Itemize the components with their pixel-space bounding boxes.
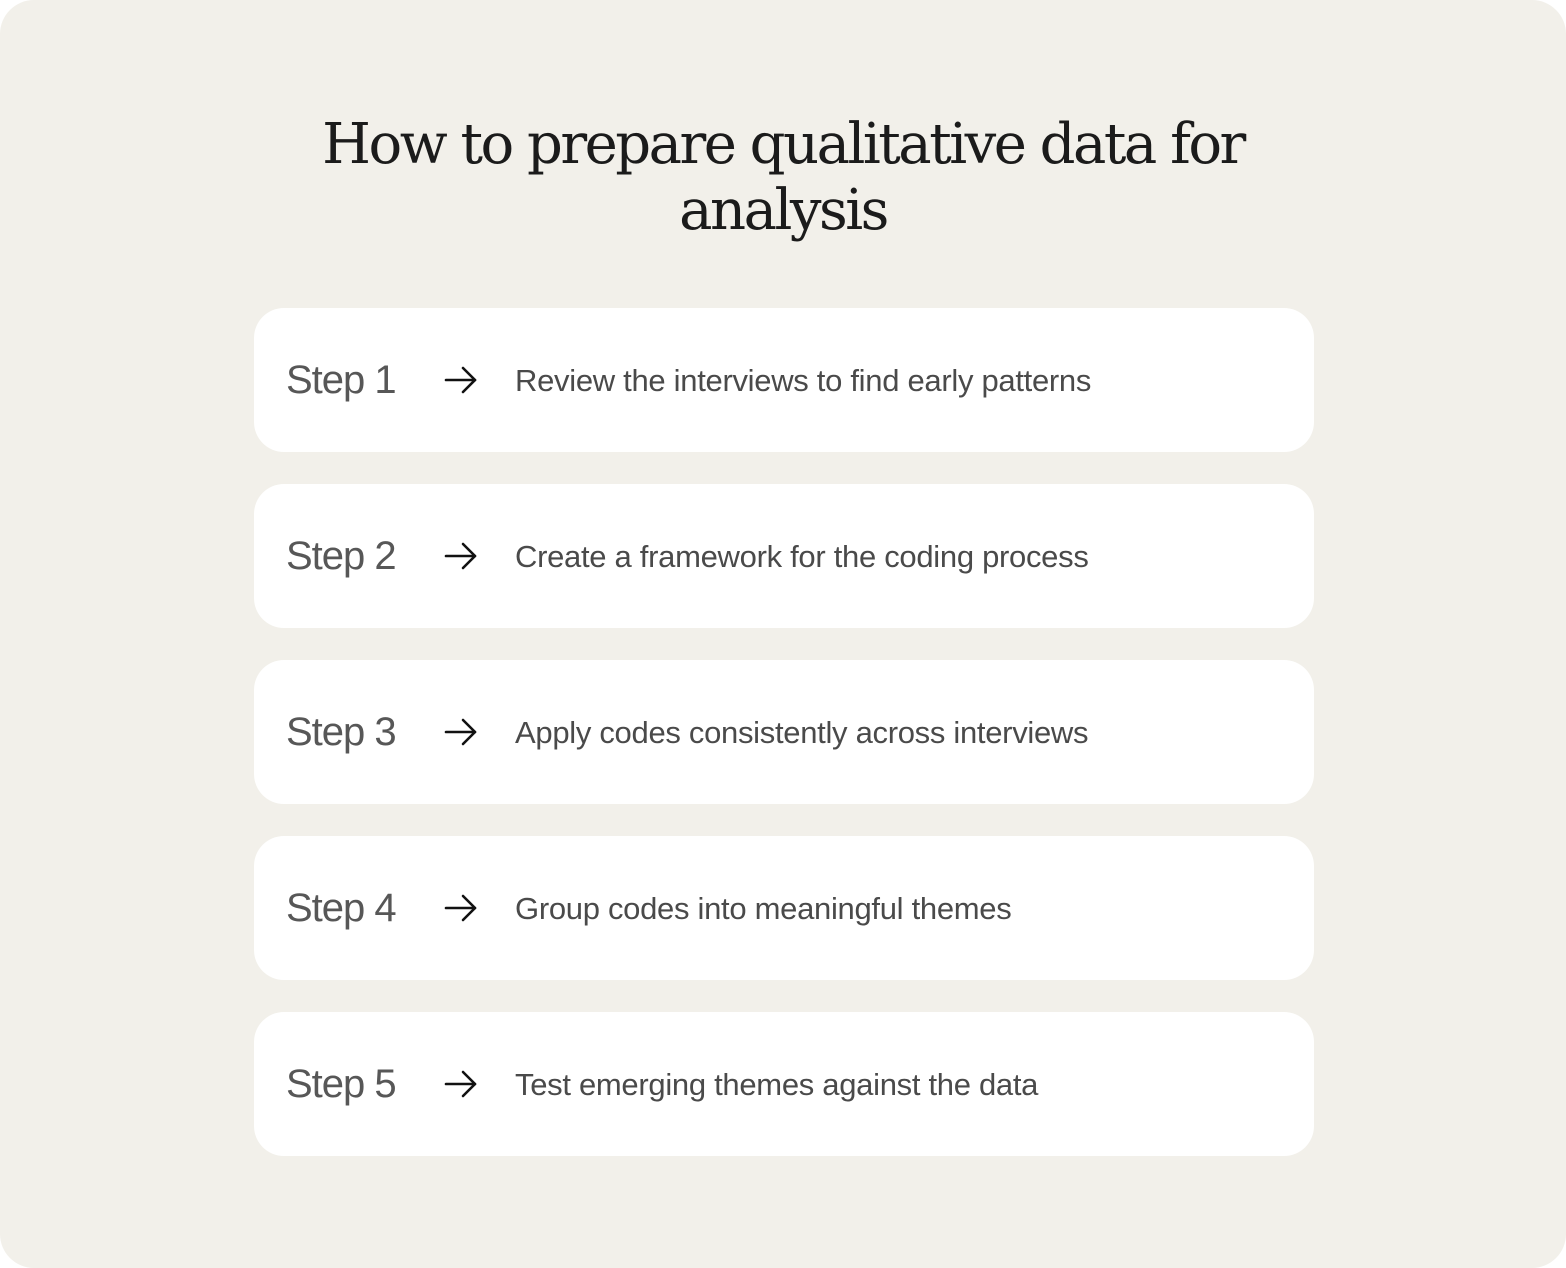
step-label: Step 4 [286, 886, 396, 930]
step-row-1 [254, 308, 1314, 452]
step-description: Group codes into meaningful themes [515, 891, 1012, 926]
arrow-right-icon [444, 716, 478, 748]
arrow-right-icon [444, 892, 478, 924]
step-label: Step 1 [286, 358, 396, 402]
step-description: Review the interviews to find early patterns [515, 363, 1092, 398]
step-label: Step 5 [286, 1062, 396, 1106]
arrow-right-icon [444, 1068, 478, 1100]
page-title: How to prepare qualitative data for analysis [322, 112, 1244, 243]
step-description: Test emerging themes against the data [515, 1067, 1039, 1102]
arrow-right-icon [444, 364, 478, 396]
step-row-4 [254, 836, 1314, 980]
arrow-right-icon [444, 540, 478, 572]
steps-list [254, 308, 1314, 1188]
step-description: Create a framework for the coding process [515, 539, 1089, 574]
step-label: Step 2 [286, 534, 396, 578]
step-row-2 [254, 484, 1314, 628]
step-row-5 [254, 1012, 1314, 1156]
step-label: Step 3 [286, 710, 396, 754]
step-description: Apply codes consistently across interviews [515, 715, 1089, 750]
step-row-3 [254, 660, 1314, 804]
